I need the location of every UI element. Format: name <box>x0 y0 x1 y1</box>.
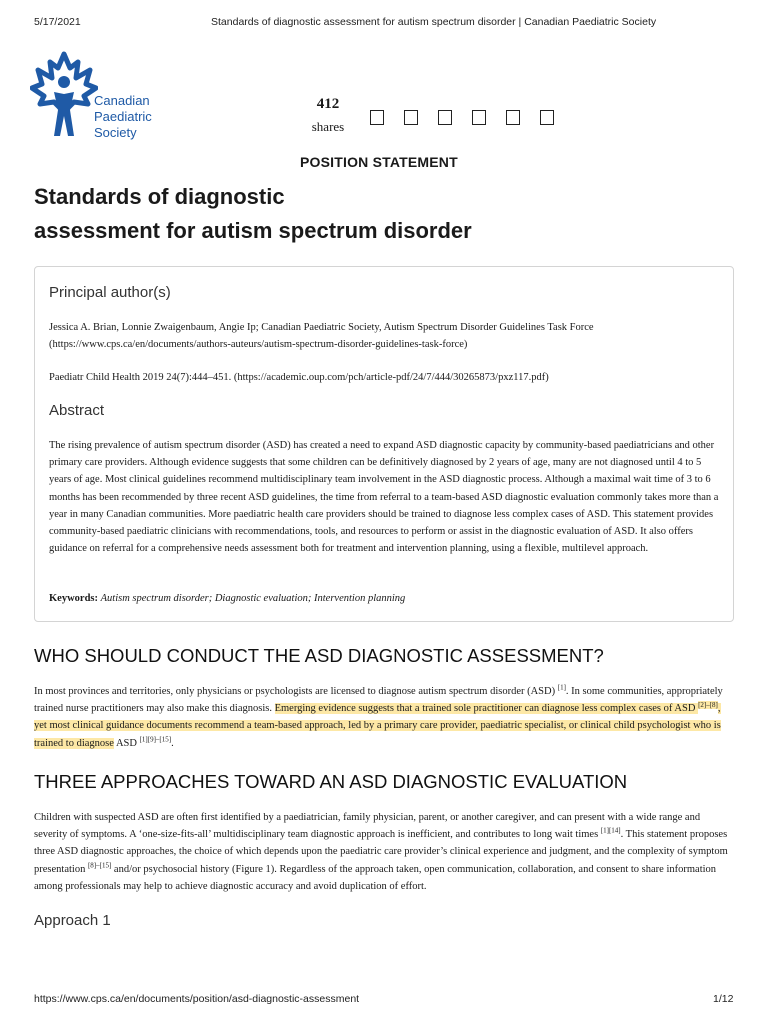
share-label: shares <box>311 119 345 134</box>
share-icon-5[interactable] <box>506 110 520 125</box>
logo-line-3: Society <box>94 125 137 140</box>
section-approaches-paragraph <box>34 809 734 895</box>
share-icon-3[interactable] <box>438 110 452 125</box>
highlighted-text: Emerging evidence suggests that a trained sole practitioner can diagnose less complex cases of ASD <box>274 703 699 715</box>
authors-text <box>49 319 721 353</box>
para-text: ASD <box>113 737 140 749</box>
summary-box <box>34 266 734 622</box>
section-heading-who: WHO SHOULD CONDUCT THE ASD DIAGNOSTIC ASSESSMENT? <box>34 645 604 666</box>
reference-link[interactable]: [8]–[15] <box>87 861 112 870</box>
share-buttons <box>370 110 554 125</box>
page-title <box>34 180 472 248</box>
citation[interactable]: Paediatr Child Health 2019 24(7):444–451. (https://academic.oup.com/pch/article-pdf/24/7/444/30265873/pxz117.pdf) <box>49 372 549 383</box>
reference-link[interactable]: [2]–[8] <box>698 700 718 709</box>
logo-line-2: Paediatric <box>94 109 152 124</box>
share-icon-2[interactable] <box>404 110 418 125</box>
share-count: 412 <box>316 96 340 112</box>
print-date: 5/17/2021 <box>34 16 81 28</box>
reference-link[interactable]: [1] <box>557 683 566 692</box>
para-text: . <box>171 737 174 749</box>
document-type-label: POSITION STATEMENT <box>300 154 458 170</box>
section-heading-approaches: THREE APPROACHES TOWARD AN ASD DIAGNOSTIC EVALUATION <box>34 771 628 792</box>
print-url: https://www.cps.ca/en/documents/position/asd-diagnostic-assessment <box>34 993 360 1005</box>
title-line-1: Standards of diagnostic <box>34 184 285 209</box>
maple-leaf-child-icon <box>30 50 98 146</box>
para-text: and/or psychosocial history (Figure 1). Regardless of the approach taken, open communication, collaboration, and consent to share information among professionals may help to achieve diagnostic accuracy and avoid duplication of effort. <box>34 863 717 892</box>
keywords-label: Keywords: <box>49 593 98 604</box>
keywords <box>49 590 721 607</box>
reference-link[interactable]: [1][9]–[15] <box>139 735 172 744</box>
highlighted-text: , yet most clinical guidance documents recommend a team-based approach, led by a primary care provider, paediatric specialist, or clinical child psychologist who is trained to diagnose <box>34 703 721 749</box>
approach-1-heading: Approach 1 <box>34 912 111 929</box>
section-who-paragraph <box>34 683 734 752</box>
abstract-heading: Abstract <box>49 402 105 419</box>
keywords-list: Autism spectrum disorder; Diagnostic evaluation; Intervention planning <box>100 593 406 604</box>
share-icon-6[interactable] <box>540 110 554 125</box>
share-icon-1[interactable] <box>370 110 384 125</box>
authors-link[interactable]: (https://www.cps.ca/en/documents/authors-auteurs/autism-spectrum-disorder-guidelines-task-force) <box>49 339 468 351</box>
authors-heading: Principal author(s) <box>49 284 171 301</box>
logo-wordmark <box>94 93 152 141</box>
abstract-text: The rising prevalence of autism spectrum disorder (ASD) has created a need to expand ASD diagnostic capacity by community-based paediatricians and other primary care providers. Although evidence suggests that some children can be definitively diagnosed by 2 years of age, many are not diagnosed until 4 to 5 years of age. Most clinical guidelines recommend multidisciplinary team involvement in the ASD diagnostic process. Although a maximal wait time of 3 to 6 months has been recommended by three recent ASD guidelines, the time from referral to a team-based ASD diagnostic evaluation commonly takes more than a year in many Canadian communities. More paediatric health care providers should be trained to diagnose less complex cases of ASD. This statement provides community-based paediatric clinicians with recommendations, tools, and resources to perform or assist in the diagnostic evaluation of ASD. It also offers guidance on referral for a comprehensive needs assessment both for treatment and intervention planning, using a flexible, multilevel approach. <box>49 440 719 555</box>
para-text: . In some communities, appropriately trained nurse practitioners may also make this diagnosis. <box>34 686 723 715</box>
para-text: . This statement proposes three ASD diagnostic approaches, the choice of which depends upon the paediatric care provider’s clinical experience and judgment, and the complexity of symptom presentation <box>34 829 728 875</box>
authors-names: Jessica A. Brian, Lonnie Zwaigenbaum, Angie Ip; Canadian Paediatric Society, Autism Spectrum Disorder Guidelines Task Force <box>49 322 594 333</box>
reference-link[interactable]: [1][14] <box>600 826 621 835</box>
share-icon-4[interactable] <box>472 110 486 125</box>
share-counter <box>300 96 356 135</box>
print-page-number: 1/12 <box>713 993 734 1005</box>
logo-line-1: Canadian <box>94 93 150 108</box>
para-text: Children with suspected ASD are often first identified by a paediatrician, family physician, parent, or another caregiver, and can present with a wide range and severity of symptoms. A ‘one-size-fits-all’ multidisciplinary team diagnostic approach is inefficient, and contributes to long wait times <box>34 812 701 841</box>
print-page-title: Standards of diagnostic assessment for autism spectrum disorder | Canadian Paediatric Society <box>211 16 657 28</box>
title-line-2: assessment for autism spectrum disorder <box>34 218 472 243</box>
para-text: In most provinces and territories, only physicians or psychologists are licensed to diagnose autism spectrum disorder (ASD) <box>34 686 558 697</box>
